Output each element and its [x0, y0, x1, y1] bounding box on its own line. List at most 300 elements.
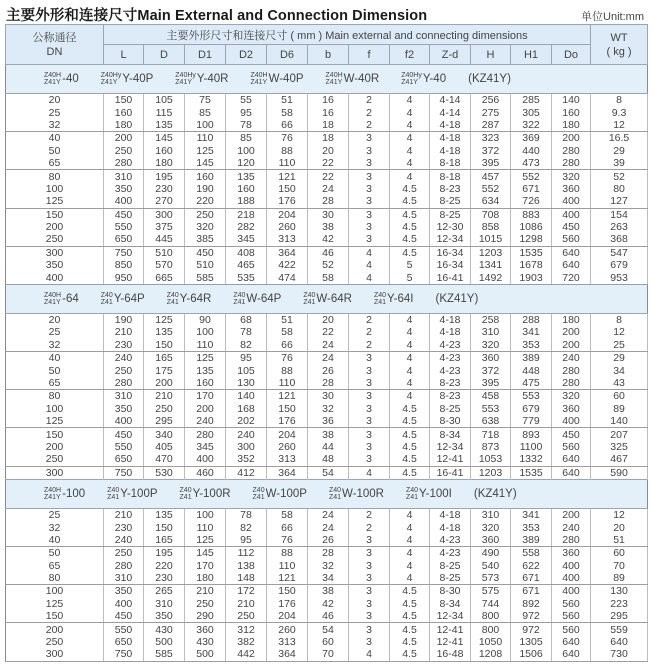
weight-cell: 52 [591, 170, 648, 183]
dimension-cell: 52 [308, 259, 349, 271]
weight-cell: 9.3 [591, 106, 648, 118]
dimension-cell: 8-18 [430, 170, 471, 183]
wt-header [591, 25, 648, 65]
column-header-h1: H1 [511, 45, 552, 65]
dimension-cell: 412 [226, 466, 267, 479]
model-code [468, 73, 511, 85]
model-suffix: W-100P [265, 487, 307, 500]
dimension-cell: 230 [144, 183, 185, 195]
dn-cell: 32 [6, 521, 104, 533]
dimension-cell: 26 [308, 364, 349, 376]
weight-cell: 25 [591, 339, 648, 352]
dn-header [6, 25, 104, 65]
dimension-cell: 138 [226, 560, 267, 572]
dimension-cell: 76 [267, 534, 308, 547]
dimension-cell: 320 [552, 390, 591, 403]
dimension-cell: 3 [349, 403, 390, 415]
dn-cell: 125 [6, 598, 104, 610]
dimension-cell: 95 [226, 106, 267, 118]
dimension-cell: 8-25 [430, 195, 471, 208]
dimension-cell: 135 [226, 170, 267, 183]
dimension-cell: 240 [552, 352, 591, 365]
dimension-cell: 4 [349, 246, 390, 259]
dimension-cell: 313 [267, 453, 308, 466]
model-code [167, 292, 212, 306]
dimension-cell: 3 [349, 534, 390, 547]
dn-cell: 300 [6, 648, 104, 661]
dimension-cell: 20 [308, 313, 349, 326]
weight-cell: 12 [591, 508, 648, 521]
model-prefix-top: Z40 [100, 291, 113, 299]
dimension-cell: 1492 [471, 271, 511, 284]
dimension-cell: 305 [511, 106, 552, 118]
dimension-cell: 640 [552, 648, 591, 661]
weight-cell: 8 [591, 94, 648, 107]
dimension-cell: 258 [471, 313, 511, 326]
dimension-cell: 1100 [511, 441, 552, 453]
dimension-cell: 44 [308, 441, 349, 453]
table-row [6, 441, 648, 453]
weight-cell: 547 [591, 246, 648, 259]
table-row [6, 521, 648, 533]
dimension-cell: 280 [552, 377, 591, 390]
model-suffix: Y-100R [192, 487, 231, 500]
dn-cell: 32 [6, 339, 104, 352]
column-header-l: L [104, 45, 144, 65]
dimension-cell: 4 [390, 508, 430, 521]
weight-cell: 12 [591, 326, 648, 338]
dn-header-cn: 公称通径 [32, 31, 77, 44]
dn-cell: 65 [6, 560, 104, 572]
dn-cell: 25 [6, 508, 104, 521]
dimension-cell: 105 [226, 364, 267, 376]
dimension-cell: 148 [226, 572, 267, 585]
dimension-cell: 280 [552, 157, 591, 170]
dimension-cell: 4 [390, 170, 430, 183]
dimension-cell: 3 [349, 157, 390, 170]
dimension-cell: 175 [144, 364, 185, 376]
dimension-cell: 341 [511, 508, 552, 521]
dimension-cell: 400 [552, 560, 591, 572]
dn-cell: 300 [6, 466, 104, 479]
dimension-cell: 28 [308, 377, 349, 390]
dimension-cell: 8-34 [430, 598, 471, 610]
dimension-cell: 400 [104, 598, 144, 610]
dimension-cell: 634 [471, 195, 511, 208]
model-prefix-bottom: Z41 [328, 493, 341, 501]
table-row [6, 508, 648, 521]
table-row [6, 415, 648, 428]
dimension-cell: 188 [226, 195, 267, 208]
dimension-cell: 310 [104, 170, 144, 183]
dimension-cell: 145 [185, 547, 226, 560]
dimension-cell: 4-18 [430, 145, 471, 157]
dimension-cell: 385 [185, 233, 226, 246]
dimension-cell: 36 [308, 415, 349, 428]
dimension-cell: 4 [349, 259, 390, 271]
dimension-cell: 165 [144, 534, 185, 547]
dimension-cell: 16-41 [430, 271, 471, 284]
dimension-cell: 22 [308, 170, 349, 183]
dimension-cell: 4.5 [390, 623, 430, 636]
dimension-cell: 3 [349, 572, 390, 585]
dimension-cell: 638 [471, 415, 511, 428]
dimension-cell: 176 [267, 598, 308, 610]
weight-cell: 8 [591, 313, 648, 326]
dimension-cell: 230 [104, 339, 144, 352]
dimension-cell: 622 [511, 560, 552, 572]
dimension-cell: 550 [104, 221, 144, 233]
dimension-cell: 66 [267, 521, 308, 533]
dimension-cell: 4.5 [390, 403, 430, 415]
dimension-cell: 90 [185, 313, 226, 326]
dn-cell: 300 [6, 246, 104, 259]
model-prefix-bottom: Z41 [405, 493, 419, 501]
weight-cell: 70 [591, 560, 648, 572]
dimension-cell: 3 [349, 598, 390, 610]
dimension-cell: 4-18 [430, 326, 471, 338]
dimension-cell: 4.5 [390, 208, 430, 221]
weight-cell: 16.5 [591, 132, 648, 145]
model-prefix-bottom: Z41 [179, 493, 192, 501]
dimension-cell: 3 [349, 428, 390, 441]
dimension-cell: 575 [471, 585, 511, 598]
model-code [101, 292, 145, 306]
dimension-cell: 4-18 [430, 313, 471, 326]
dimension-cell: 172 [226, 585, 267, 598]
model-prefix-stack [303, 292, 315, 306]
dimension-cell: 341 [511, 326, 552, 338]
dimension-cell: 744 [471, 598, 511, 610]
dimension-cell: 360 [552, 183, 591, 195]
dimension-cell: 250 [185, 208, 226, 221]
dimension-cell: 16-34 [430, 246, 471, 259]
dimension-cell: 320 [471, 339, 511, 352]
dimension-cell: 121 [267, 170, 308, 183]
dimension-cell: 1903 [511, 271, 552, 284]
dimension-cell: 210 [185, 585, 226, 598]
dimension-cell: 100 [226, 145, 267, 157]
model-code [180, 487, 231, 501]
dimension-cell: 135 [144, 508, 185, 521]
weight-cell: 467 [591, 453, 648, 466]
dimension-cell: 250 [185, 598, 226, 610]
dimension-cell: 3 [349, 195, 390, 208]
dimension-cell: 640 [552, 453, 591, 466]
wt-header-unit: ( kg ) [606, 45, 632, 58]
model-code [107, 487, 157, 501]
dimension-cell: 8-25 [430, 208, 471, 221]
dn-cell: 80 [6, 390, 104, 403]
dimension-cell: 12-34 [430, 233, 471, 246]
dimension-cell: 250 [104, 145, 144, 157]
dimension-cell: 440 [511, 145, 552, 157]
dimension-cell: 450 [552, 428, 591, 441]
dimension-cell: 204 [267, 610, 308, 623]
model-code [326, 72, 380, 86]
model-suffix: W-40R [343, 73, 380, 85]
weight-cell: 679 [591, 259, 648, 271]
page-title: 主要外形和连接尺寸Main External and Connection Dimension [6, 8, 428, 24]
model-group-cell [6, 284, 648, 313]
weight-cell: 640 [591, 636, 648, 648]
dimension-cell: 490 [471, 547, 511, 560]
dimension-cell: 88 [267, 364, 308, 376]
model-prefix-top: Z40 [303, 291, 316, 299]
dimension-cell: 125 [185, 534, 226, 547]
dimension-cell: 265 [144, 585, 185, 598]
column-header-h: H [471, 45, 511, 65]
dimension-cell: 285 [511, 94, 552, 107]
dimension-cell: 350 [104, 585, 144, 598]
dimension-cell: 12-34 [430, 441, 471, 453]
dimension-cell: 310 [104, 390, 144, 403]
dimension-cell: 3 [349, 208, 390, 221]
dimension-cell: 150 [267, 403, 308, 415]
model-code [253, 487, 307, 501]
dimension-cell: 3 [349, 145, 390, 157]
table-row [6, 195, 648, 208]
dimension-cell: 1678 [511, 259, 552, 271]
table-row [6, 106, 648, 118]
dimension-cell: 460 [185, 466, 226, 479]
dn-cell: 350 [6, 259, 104, 271]
model-code [101, 72, 154, 86]
dimension-cell: 160 [226, 183, 267, 195]
dimension-cell: 66 [267, 119, 308, 132]
dimension-cell: 150 [104, 94, 144, 107]
dimension-cell: 210 [104, 508, 144, 521]
dimension-cell: 8-23 [430, 183, 471, 195]
dn-cell: 20 [6, 94, 104, 107]
dimension-cell: 200 [144, 377, 185, 390]
dimension-cell: 750 [104, 466, 144, 479]
table-row [6, 145, 648, 157]
dimension-cell: 4 [390, 106, 430, 118]
dn-cell: 65 [6, 377, 104, 390]
dimension-cell: 726 [511, 195, 552, 208]
wt-header-label: WT [610, 31, 628, 44]
dimension-cell: 230 [144, 572, 185, 585]
dimension-cell: 650 [104, 233, 144, 246]
model-prefix-top: Z40H [325, 72, 343, 79]
dimension-cell: 82 [226, 339, 267, 352]
model-prefix-stack [180, 487, 192, 501]
dimension-cell: 1305 [511, 636, 552, 648]
dimension-cell: 280 [552, 145, 591, 157]
dimension-cell: 4.5 [390, 610, 430, 623]
dimension-cell: 892 [511, 598, 552, 610]
dn-cell: 150 [6, 428, 104, 441]
dn-cell: 80 [6, 572, 104, 585]
dimension-cell: 720 [552, 271, 591, 284]
dimension-cell: 220 [144, 560, 185, 572]
dimension-cell: 180 [185, 572, 226, 585]
dimension-cell: 4.5 [390, 183, 430, 195]
dimension-cell: 140 [552, 94, 591, 107]
dimension-cell: 3 [349, 390, 390, 403]
dimension-cell: 4 [390, 145, 430, 157]
table-row [6, 648, 648, 661]
dimension-cell: 972 [511, 610, 552, 623]
dimension-cell: 450 [185, 246, 226, 259]
dimension-cell: 195 [144, 547, 185, 560]
dimension-cell: 295 [144, 415, 185, 428]
dimension-cell: 38 [308, 221, 349, 233]
dimension-cell: 4 [349, 271, 390, 284]
dimension-cell: 4 [390, 560, 430, 572]
dimension-cell: 353 [511, 521, 552, 533]
dimension-cell: 3 [349, 132, 390, 145]
dimension-cell: 120 [226, 157, 267, 170]
model-suffix: Y-100P [120, 487, 158, 500]
dimension-cell: 4.5 [390, 648, 430, 661]
dimension-cell: 4 [390, 352, 430, 365]
model-suffix: -100 [62, 487, 86, 500]
model-prefix-stack [44, 487, 61, 501]
dimension-cell: 322 [511, 119, 552, 132]
dimension-cell: 382 [226, 636, 267, 648]
model-suffix: W-64R [316, 292, 352, 305]
model-prefix-stack [329, 487, 341, 501]
dimension-cell: 4 [390, 390, 430, 403]
dimension-cell: 3 [349, 221, 390, 233]
dimension-cell: 100 [185, 508, 226, 521]
dimension-cell: 4-18 [430, 521, 471, 533]
dimension-cell: 1086 [511, 221, 552, 233]
column-header-b: b [308, 45, 349, 65]
dimension-cell: 51 [267, 94, 308, 107]
dimension-cell: 430 [144, 623, 185, 636]
dimension-cell: 389 [511, 352, 552, 365]
dimension-cell: 1208 [471, 648, 511, 661]
table-row [6, 390, 648, 403]
dimension-cell: 389 [511, 534, 552, 547]
dimension-cell: 82 [226, 521, 267, 533]
dimension-cell: 3 [349, 441, 390, 453]
model-prefix-bottom: Z41Y [401, 79, 418, 86]
dimension-cell: 250 [104, 364, 144, 376]
dimension-cell: 8-25 [430, 572, 471, 585]
weight-cell: 325 [591, 441, 648, 453]
dimension-cell: 323 [471, 132, 511, 145]
dimension-cell: 560 [552, 441, 591, 453]
dimension-cell: 12-30 [430, 221, 471, 233]
dimension-cell: 165 [144, 352, 185, 365]
dimension-cell: 3 [349, 623, 390, 636]
weight-cell: 51 [591, 534, 648, 547]
dn-cell: 150 [6, 208, 104, 221]
dimension-cell: 280 [104, 560, 144, 572]
dimension-cell: 58 [267, 326, 308, 338]
dimension-cell: 54 [308, 623, 349, 636]
table-row [6, 403, 648, 415]
dimension-cell: 260 [267, 441, 308, 453]
dimension-cell: 4.5 [390, 598, 430, 610]
dimension-cell: 473 [511, 157, 552, 170]
model-prefix-stack [107, 487, 119, 501]
dimension-cell: 408 [226, 246, 267, 259]
weight-cell: 207 [591, 428, 648, 441]
dimension-cell: 287 [471, 119, 511, 132]
dimension-cell: 8-25 [430, 560, 471, 572]
dn-cell: 100 [6, 183, 104, 195]
dimension-cell: 310 [104, 572, 144, 585]
model-suffix: Y-64R [179, 292, 212, 305]
dimension-cell: 70 [308, 648, 349, 661]
dimension-cell: 858 [471, 221, 511, 233]
model-prefix-top: Z40 [373, 291, 387, 299]
model-suffix: Y-100I [419, 487, 452, 500]
dimension-cell: 130 [226, 377, 267, 390]
dimension-cell: 22 [308, 157, 349, 170]
dimension-cell: 4 [390, 157, 430, 170]
dimension-cell: 4 [390, 572, 430, 585]
model-prefix-bottom: Z41Y [175, 79, 193, 86]
dimension-cell: 3 [349, 170, 390, 183]
table-row [6, 271, 648, 284]
dimension-cell: 450 [104, 610, 144, 623]
dimension-cell: 553 [511, 390, 552, 403]
dimension-cell: 112 [226, 547, 267, 560]
dimension-cell: 558 [511, 547, 552, 560]
dimension-cell: 24 [308, 339, 349, 352]
dimension-cell: 364 [267, 466, 308, 479]
model-prefix-top: Z40H [44, 486, 62, 494]
dimension-cell: 650 [104, 636, 144, 648]
dimension-cell: 708 [471, 208, 511, 221]
dimension-cell: 16 [308, 94, 349, 107]
model-group-header [6, 284, 648, 313]
table-row [6, 132, 648, 145]
dimension-cell: 3 [349, 585, 390, 598]
model-suffix: Y-40P [122, 73, 154, 85]
dimension-cell: 26 [308, 534, 349, 547]
dimension-cell: 135 [144, 326, 185, 338]
dimension-cell: 3 [349, 183, 390, 195]
dimension-cell: 4.5 [390, 585, 430, 598]
dimension-cell: 250 [144, 403, 185, 415]
dimension-cell: 280 [185, 428, 226, 441]
dimension-cell: 3 [349, 547, 390, 560]
dimension-cell: 2 [349, 326, 390, 338]
dimension-cell: 3 [349, 364, 390, 376]
dimension-cell: 340 [144, 428, 185, 441]
dimension-cell: 585 [185, 271, 226, 284]
dimension-cell: 445 [144, 233, 185, 246]
table-row [6, 428, 648, 441]
dimension-cell: 560 [552, 623, 591, 636]
model-prefix-bottom: Z41 [373, 298, 387, 306]
dimension-cell: 250 [104, 547, 144, 560]
model-prefix-bottom: Z41Y [44, 79, 61, 86]
model-prefix-stack [233, 292, 245, 306]
dimension-cell: 800 [471, 610, 511, 623]
dimension-cell: 4 [390, 534, 430, 547]
model-group-cell [6, 479, 648, 508]
dimension-cell: 552 [471, 183, 511, 195]
dn-cell: 125 [6, 195, 104, 208]
dimension-cell: 360 [552, 547, 591, 560]
dimension-cell: 640 [552, 636, 591, 648]
dimension-cell: 160 [185, 170, 226, 183]
dimension-cell: 3 [349, 560, 390, 572]
dimension-cell: 16-41 [430, 466, 471, 479]
dimension-cell: 671 [511, 572, 552, 585]
dimension-cell: 4.5 [390, 221, 430, 233]
dimension-cell: 78 [226, 508, 267, 521]
dimension-cell: 4 [390, 119, 430, 132]
